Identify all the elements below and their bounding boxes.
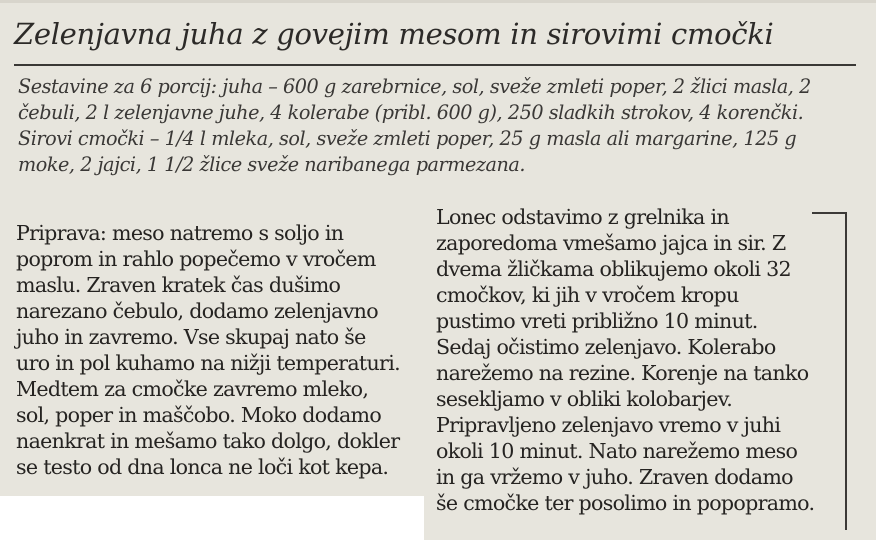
text-line: juho in zavremo. Vse skupaj nato še [16,325,366,349]
text-line: narezano čebulo, dodamo zelenjavno [16,299,378,323]
text-line: Medtem za cmočke zavremo mleko, [16,377,369,401]
preparation-right-column [436,204,838,516]
text-line: pustimo vreti približno 10 minut. [436,309,758,333]
ingredients-block [18,74,860,178]
title-divider [14,64,856,66]
text-line: še cmočke ter posolimo in popopramo. [436,491,815,515]
text-line: in ga vržemo v juho. Zraven dodamo [436,465,793,489]
text-line: poprom in rahlo popečemo v vročem [16,247,376,271]
column-side-rule [845,212,847,530]
text-line: cmočkov, ki jih v vročem kropu [436,283,739,307]
text-line: narežemo na rezine. Korenje na tanko [436,361,809,385]
column-corner-rule [812,212,846,214]
ingredients-line: čebuli, 2 l zelenjavne juhe, 4 kolerabe (pribl. 600 g), 250 sladkih strokov, 4 korenčki. [18,101,804,124]
text-line: zaporedoma vmešamo jajca in sir. Z [436,231,786,255]
paper-edge [0,0,876,3]
text-line: se testo od dna lonca ne loči kot kepa. [16,455,389,479]
preparation-left-column [16,220,418,480]
text-line: uro in pol kuhamo na nižji temperaturi. [16,351,400,375]
text-line: Sedaj očistimo zelenjavo. Kolerabo [436,335,776,359]
text-line: naenkrat in mešamo tako dolgo, dokler [16,429,400,453]
text-line: dvema žličkama oblikujemo okoli 32 [436,257,791,281]
text-line: sol, poper in maščobo. Moko dodamo [16,403,382,427]
text-line: Pripravljeno zelenjavo vremo v juhi [436,413,781,437]
blank-area [0,496,424,540]
recipe-title: Zelenjavna juha z govejim mesom in sirovimi cmočki [14,17,774,51]
text-line: maslu. Zraven kratek čas dušimo [16,273,341,297]
ingredients-line: moke, 2 jajci, 1 1/2 žlice sveže naribanega parmezana. [18,153,526,176]
text-line: okoli 10 minut. Nato narežemo meso [436,439,798,463]
ingredients-line: Sirovi cmočki – 1/4 l mleka, sol, sveže zmleti poper, 25 g masla ali margarine, 125 g [18,127,797,150]
ingredients-line: Sestavine za 6 porcij: juha – 600 g zarebrnice, sol, sveže zmleti poper, 2 žlici masla, 2 [18,75,811,98]
text-line: Lonec odstavimo z grelnika in [436,205,729,229]
text-line: Priprava: meso natremo s soljo in [16,221,344,245]
text-line: sesekljamo v obliki kolobarjev. [436,387,733,411]
